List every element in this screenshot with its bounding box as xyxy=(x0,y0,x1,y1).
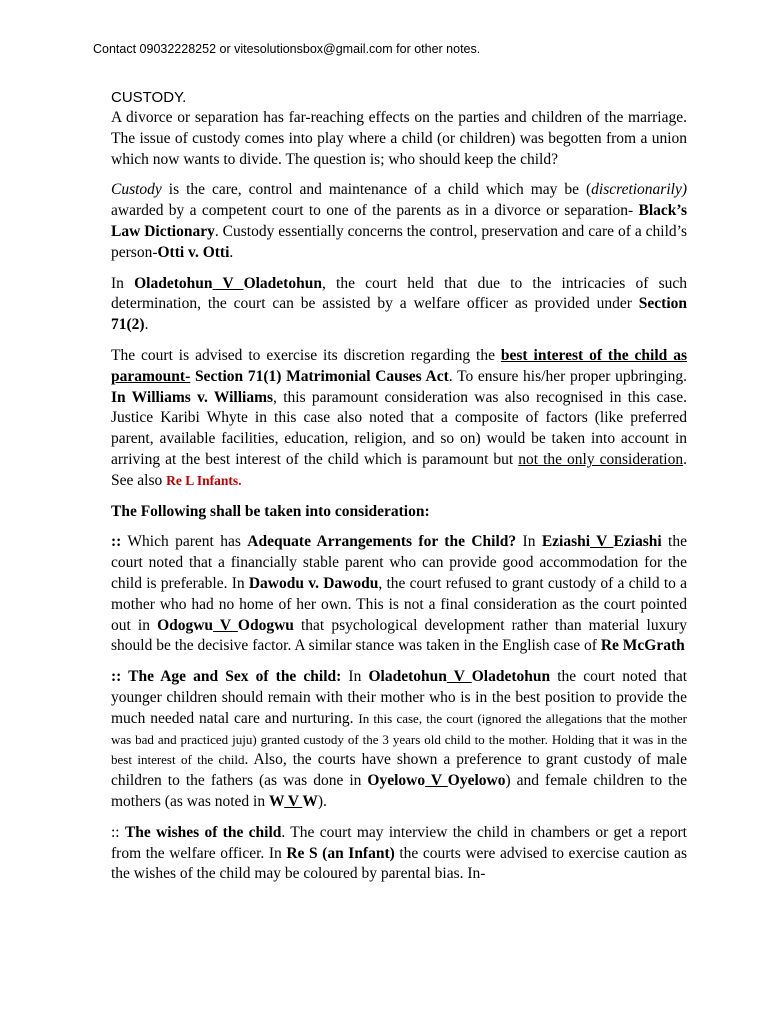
paragraph-arrangements xyxy=(111,532,687,657)
case-name: Odogwu xyxy=(237,616,294,634)
text: is the care, control and maintenance of a child which may be ( xyxy=(161,181,592,199)
case-versus: V xyxy=(212,274,244,292)
list-marker: :: xyxy=(111,823,125,841)
text: , this paramount consideration was also recognised in this case. Justice Karibi Whyte in this case also noted that a composite of factors (like preferred parent, available facilities, education, religion, and so on) would be taken into account in arriving at the best interest of the child which is paramount but xyxy=(111,388,688,468)
factor-heading: :: The Age and Sex of the child: xyxy=(111,668,342,686)
case-name: Oladetohun xyxy=(471,668,551,686)
case-name: Oladetohun xyxy=(243,274,322,292)
case-dawodu: Dawodu v. Dawodu xyxy=(248,574,379,592)
case-name: W xyxy=(302,792,318,810)
case-versus: V xyxy=(590,533,614,551)
citation-blacks: Black’s Law Dictionary xyxy=(111,202,687,240)
section-heading xyxy=(111,502,687,523)
case-name: Oladetohun xyxy=(368,668,447,686)
text: ) and female children to the mothers (as was noted in xyxy=(111,772,688,810)
case-versus: V xyxy=(446,668,472,686)
factor-heading: The wishes of the child xyxy=(124,823,282,841)
citation-otti: Otti v. Otti xyxy=(157,243,230,261)
paragraph-best-interest xyxy=(111,346,687,492)
factor-heading: Adequate Arrangements for the Child? xyxy=(247,533,517,551)
case-name: Oladetohun xyxy=(134,274,213,292)
text: . The court may interview the child in chambers or get a report from the welfare officer. In xyxy=(111,823,687,862)
text: awarded by a competent court to one of the parents as in a divorce or separation- xyxy=(111,202,639,220)
best-interest-phrase: best interest of the child as paramount- xyxy=(111,346,687,385)
paragraph-age-sex xyxy=(111,667,687,813)
contact-header: Contact 09032228252 or vitesolutionsbox@gmail.com for other notes. xyxy=(93,42,481,56)
page-title: CUSTODY. xyxy=(111,89,187,106)
case-versus: V xyxy=(213,616,238,634)
case-re-s: Re S (an Infant) xyxy=(286,844,395,862)
text: , the court refused to grant custody of a child to a mother who had no home of her own. This is not a final consideration as the court pointed out in xyxy=(111,574,688,634)
text: Which parent has xyxy=(121,533,248,551)
case-name: W xyxy=(268,792,285,810)
not-only-phrase: not the only consideration xyxy=(518,450,684,468)
paragraph-intro: A divorce or separation has far-reaching effects on the parties and children of the marriage. The issue of custody comes into play where a child (or children) was begotten from a union which now wants to divide. The question is; who should keep the child? xyxy=(111,109,687,168)
case-name: Eziashi xyxy=(613,533,662,551)
text: The court is advised to exercise its discretion regarding the xyxy=(111,346,501,364)
list-marker: :: xyxy=(111,533,122,551)
case-name: Odogwu xyxy=(157,616,214,634)
document-body xyxy=(111,88,687,895)
case-re-l-infants: Re L Infants. xyxy=(166,472,242,488)
text: . Custody essentially concerns the control, preservation and care of a child’s person- xyxy=(111,222,688,261)
text: . Also, the courts have shown a preference to grant custody of male children to the fathers (as was done in xyxy=(111,751,687,790)
text: . xyxy=(144,316,149,334)
text: . See also xyxy=(111,450,687,489)
case-versus: V xyxy=(284,792,303,810)
text: the courts were advised to exercise caution as the wishes of the child may be coloured by parental bias. In- xyxy=(111,844,688,883)
text: ). xyxy=(317,792,327,810)
citation-section: Section 71(1) Matrimonial Causes Act xyxy=(194,367,449,385)
case-name: Oyelowo xyxy=(367,772,426,790)
text: . xyxy=(229,243,234,261)
heading-text: The Following shall be taken into consideration: xyxy=(111,502,430,520)
paragraph-definition xyxy=(111,180,687,263)
text: In xyxy=(516,533,542,551)
case-mcgrath: Re McGrath xyxy=(600,637,685,655)
case-name: Eziashi xyxy=(541,533,591,551)
text: the court noted that a financially stable parent who can provide good accommodation for the child is preferable. In xyxy=(111,533,687,592)
paragraph-wishes xyxy=(111,823,687,885)
paragraph-welfare-officer xyxy=(111,274,687,336)
text: that psychological development rather than material luxury should be the decisive factor. A similar stance was taken in the English case of xyxy=(111,616,687,655)
text: . To ensure his/her proper upbringing. xyxy=(448,367,687,385)
text: In xyxy=(341,668,369,686)
citation-section: Section 71(2) xyxy=(111,295,687,334)
case-williams: In Williams v. Williams xyxy=(111,388,274,406)
small-text: In this case, the court (ignored the allegations that the mother was bad and practiced juju) granted custody of the 3 years old child to the mother. Holding that it was in the best interest of the child xyxy=(111,710,687,768)
term-custody: Custody xyxy=(111,181,162,199)
case-name: Oyelowo xyxy=(447,772,506,790)
text: In xyxy=(111,274,135,292)
text: , the court held that due to the intricacies of such determination, the court can be assisted by a welfare officer as provided under xyxy=(111,274,687,313)
text: the court noted that younger children should remain with their mother who is in the best position to provide the much needed natal care and nurturing. xyxy=(111,668,688,727)
term-discretionarily: discretionarily) xyxy=(591,181,687,199)
case-versus: V xyxy=(425,772,448,790)
